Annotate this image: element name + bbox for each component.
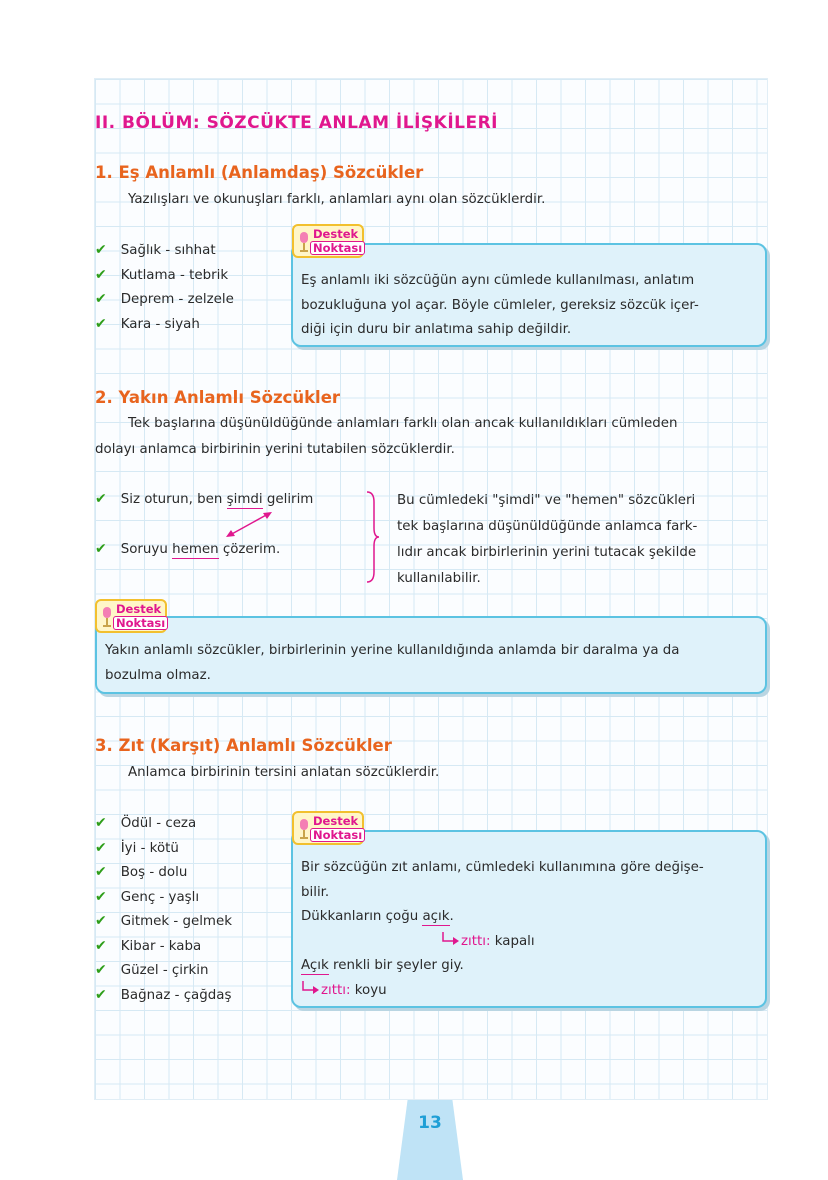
support-tag: Destek Noktası (292, 811, 364, 845)
list-item: ✔ Bağnaz - çağdaş (95, 986, 232, 1003)
check-icon: ✔ (95, 888, 107, 905)
note-line: Bir sözcüğün zıt anlamı, cümledeki kullanımına göre değişe- (301, 860, 704, 875)
underlined-word: açık (422, 909, 450, 924)
antonym-example-1: Dükkanların çoğu açık. (301, 909, 454, 924)
antonym-answer-1: zıttı: kapalı (301, 930, 757, 955)
note-line: diği için duru bir anlatıma sahip değildir. (301, 322, 572, 337)
note-line: bozukluğuna yol açar. Böyle cümleler, gereksiz sözcük içer- (301, 297, 699, 313)
page-number: 13 (418, 1113, 442, 1133)
part-title: II. BÖLÜM: SÖZCÜKTE ANLAM İLİŞKİLERİ (95, 113, 498, 133)
section-1-definition: Yazılışları ve okunuşları farklı, anlamları aynı olan sözcüklerdir. (128, 192, 546, 207)
page-number-tab (397, 1100, 463, 1180)
underlined-word: şimdi (226, 492, 263, 507)
underlined-word: Açık (301, 958, 329, 973)
list-item: ✔ Sağlık - sıhhat (95, 242, 216, 258)
section-2-definition-line2: dolayı anlamca birbirinin yerini tutabilen sözcüklerdir. (95, 442, 455, 457)
support-note-box-1 (291, 243, 767, 347)
list-item: ✔ Gitmek - gelmek (95, 913, 232, 929)
list-item: ✔ Genç - yaşlı (95, 888, 200, 905)
list-item: ✔ Ödül - ceza (95, 815, 197, 831)
section-3-definition: Anlamca birbirinin tersini anlatan sözcüklerdir. (128, 765, 440, 780)
check-icon: ✔ (95, 291, 107, 307)
underlined-word: hemen (172, 542, 219, 557)
check-icon: ✔ (95, 864, 107, 880)
note-line: bilir. (301, 884, 330, 900)
example-explanation: Bu cümledeki "şimdi" ve "hemen" sözcükleri tek başlarına düşünüldüğünde anlamca fark- lıdır ancak birbirlerinin yerini tutacak şekilde kullanılabilir. (397, 493, 698, 586)
check-icon: ✔ (95, 986, 107, 1003)
support-note-box-3 (291, 830, 767, 1008)
check-icon: ✔ (95, 266, 107, 283)
list-item: ✔ Güzel - çirkin (95, 962, 209, 978)
microphone-icon (297, 818, 311, 840)
check-icon: ✔ (95, 242, 107, 258)
list-item: ✔ İyi - kötü (95, 839, 179, 856)
check-icon: ✔ (95, 937, 107, 954)
antonym-list (95, 811, 232, 1007)
support-note-box-2 (95, 616, 767, 694)
example-sentence-2: ✔ Soruyu hemen çözerim. (95, 541, 281, 557)
antonym-answer-2: zıttı: koyu (301, 979, 757, 1004)
example-sentence-1: ✔ Siz oturun, ben şimdi gelirim (95, 491, 314, 507)
support-tag: Destek Noktası (292, 224, 364, 258)
check-icon: ✔ (95, 315, 107, 332)
section-3-title: 3. Zıt (Karşıt) Anlamlı Sözcükler (95, 736, 392, 755)
antonym-example-2: Açık renkli bir şeyler giy. (301, 958, 464, 973)
list-item: ✔ Kibar - kaba (95, 937, 202, 954)
note-line: Yakın anlamlı sözcükler, birbirlerinin yerine kullanıldığında anlamda bir daralma ya da (105, 643, 680, 658)
right-brace-icon (364, 490, 380, 584)
check-icon: ✔ (95, 491, 107, 507)
double-arrow-icon (220, 508, 280, 540)
arrow-icon (441, 932, 461, 946)
note-line: Eş anlamlı iki sözcüğün aynı cümlede kullanılması, anlatım (301, 273, 695, 288)
list-item: ✔ Deprem - zelzele (95, 291, 234, 307)
section-2-definition-line1: Tek başlarına düşünüldüğünde anlamları farklı olan ancak kullanıldıkları cümleden (128, 416, 678, 431)
list-item: ✔ Kara - siyah (95, 315, 200, 332)
list-item: ✔ Kutlama - tebrik (95, 266, 229, 283)
check-icon: ✔ (95, 962, 107, 978)
section-1-title: 1. Eş Anlamlı (Anlamdaş) Sözcükler (95, 163, 424, 182)
microphone-icon (297, 231, 311, 253)
synonym-list (95, 238, 234, 336)
check-icon: ✔ (95, 913, 107, 929)
check-icon: ✔ (95, 815, 107, 831)
check-icon: ✔ (95, 839, 107, 856)
section-2-title: 2. Yakın Anlamlı Sözcükler (95, 388, 341, 407)
support-tag: Destek Noktası (95, 599, 167, 633)
check-icon: ✔ (95, 541, 107, 557)
note-line: bozulma olmaz. (105, 667, 211, 683)
microphone-icon (100, 606, 114, 628)
list-item: ✔ Boş - dolu (95, 864, 188, 880)
arrow-icon (301, 981, 321, 995)
